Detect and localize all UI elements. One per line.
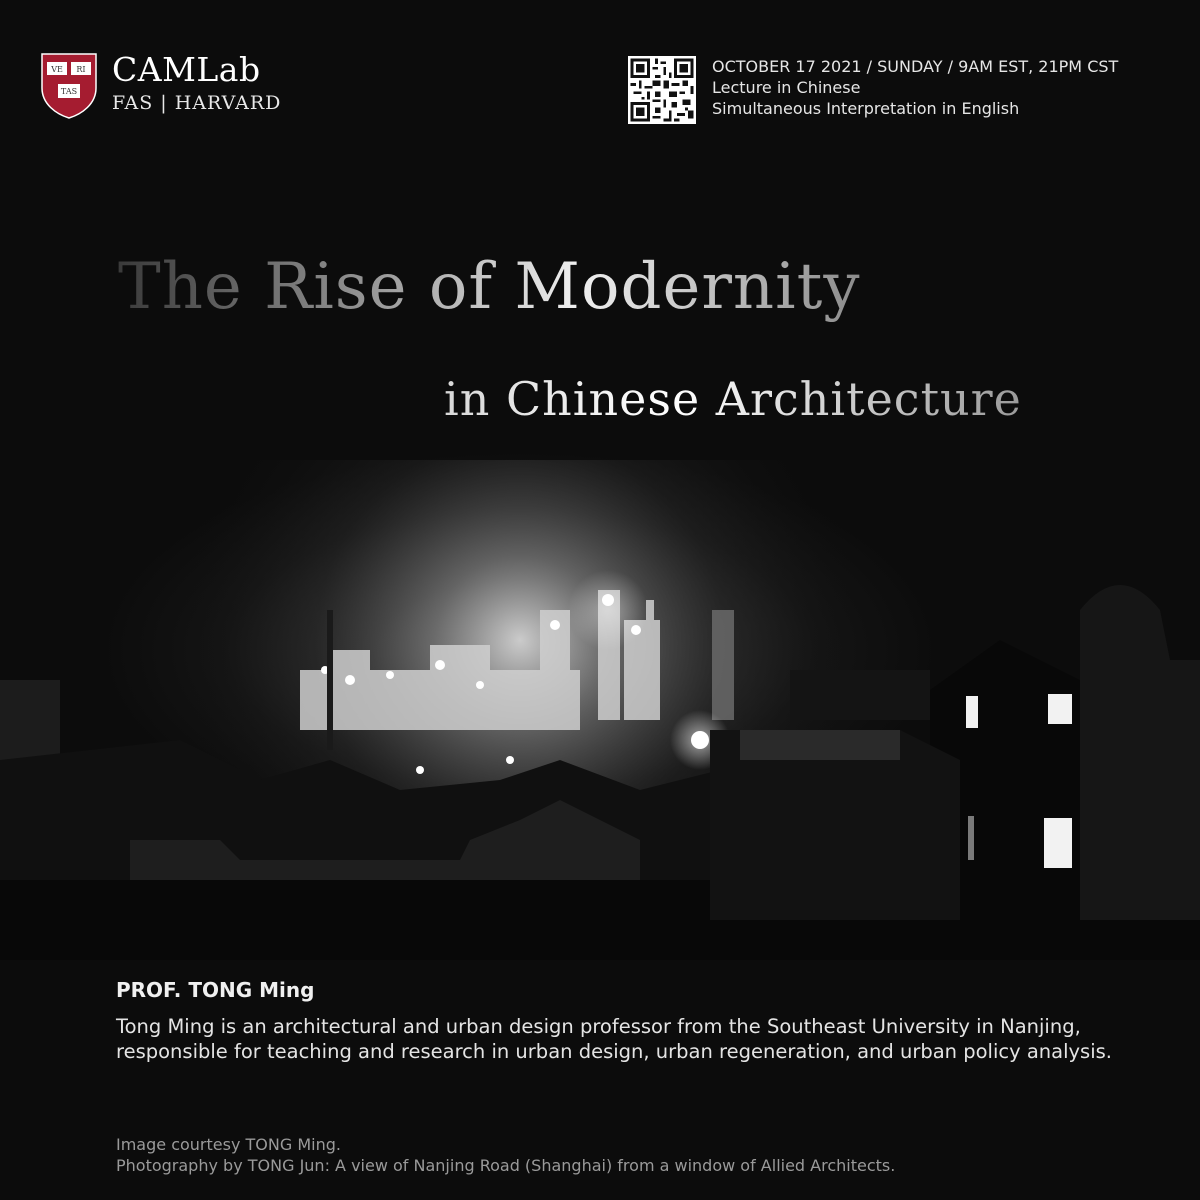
image-credits bbox=[116, 1134, 895, 1176]
night-city-photograph bbox=[0, 460, 1200, 960]
speaker-bio: Tong Ming is an architectural and urban design professor from the Southeast University in Nanjing, responsible for teaching and research in urban design, urban regeneration, and urban policy analysis. bbox=[116, 1015, 1112, 1063]
poster-title: The Rise of Modernity bbox=[118, 250, 861, 324]
credit-line-2: Photography by TONG Jun: A view of Nanjing Road (Shanghai) from a window of Allied Architects. bbox=[116, 1156, 896, 1175]
logo-name: CAMLab bbox=[112, 50, 261, 89]
shield-letters-3: TAS bbox=[60, 87, 78, 96]
qr-code-icon[interactable] bbox=[628, 56, 696, 124]
camlab-logo bbox=[40, 52, 281, 120]
event-interpretation: Simultaneous Interpretation in English bbox=[712, 99, 1020, 118]
shield-letters-2: RI bbox=[76, 65, 86, 74]
logo-subtitle: FAS | HARVARD bbox=[112, 92, 282, 114]
poster-subtitle: in Chinese Architecture bbox=[444, 372, 1022, 426]
shield-letters-1: VE bbox=[51, 65, 63, 74]
harvard-shield-icon bbox=[40, 52, 98, 120]
credit-line-1: Image courtesy TONG Ming. bbox=[116, 1135, 341, 1154]
event-language: Lecture in Chinese bbox=[712, 78, 861, 97]
event-date: OCTOBER 17 2021 / SUNDAY / 9AM EST, 21PM CST bbox=[712, 57, 1119, 76]
event-info bbox=[628, 56, 1118, 124]
speaker-name: PROF. TONG Ming bbox=[116, 978, 315, 1002]
